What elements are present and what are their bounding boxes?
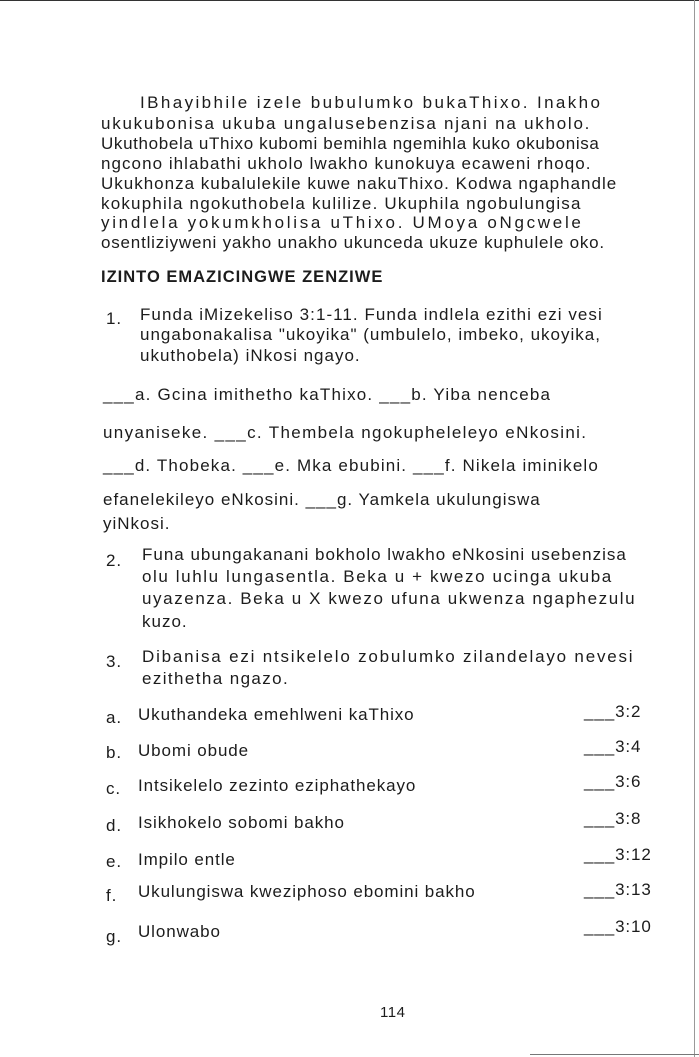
q2-line-1: Funa ubungakanani bokholo lwakho eNkosini usebenzisa xyxy=(142,545,627,564)
match-item-letter: f. xyxy=(106,886,118,905)
q1-choices-line-5: yiNkosi. xyxy=(103,514,171,533)
q1-line-3: ukuthobela) iNkosi ngayo. xyxy=(140,346,361,365)
question-3-number: 3. xyxy=(106,652,122,671)
match-item-verse: ___3:13 xyxy=(584,880,652,899)
intro-line-5: Ukukhonza kubalulekile kuwe nakuThixo. Kodwa ngaphandle xyxy=(101,174,618,193)
match-item-letter: a. xyxy=(106,708,122,727)
intro-line-7: yindlela yokumkholisa uThixo. UMoya oNgcwele xyxy=(101,213,584,232)
q2-line-4: kuzo. xyxy=(142,612,188,631)
intro-line-3: Ukuthobela uThixo kubomi bemihla ngemihla kuko okubonisa xyxy=(101,134,600,153)
q3-line-1: Dibanisa ezi ntsikelelo zobulumko zilandelayo nevesi xyxy=(142,647,635,666)
q2-line-3: uyazenza. Beka u X kwezo ufuna ukwenza ngaphezulu xyxy=(142,589,637,608)
bottom-border-line xyxy=(530,1054,699,1055)
intro-line-8: osentliziyweni yakho unakho ukunceda ukuze kuphulele oko. xyxy=(101,233,605,252)
q2-line-2: olu luhlu lungasentla. Beka u + kwezo ucinga ukuba xyxy=(142,567,613,586)
question-1-number: 1. xyxy=(106,309,122,328)
right-page-edge xyxy=(694,0,695,1057)
match-item-letter: e. xyxy=(106,852,122,871)
match-item-text: Ubomi obude xyxy=(138,741,250,760)
intro-line-6: kokuphila ngokuthobela kulilize. Ukuphila ngobulungisa xyxy=(101,194,582,213)
match-item-verse: ___3:12 xyxy=(584,845,652,864)
q1-choices-line-2: unyaniseke. ___c. Thembela ngokupheleleyo eNkosini. xyxy=(103,423,588,442)
match-item-verse: ___3:8 xyxy=(584,809,642,828)
q1-choices-line-3: ___d. Thobeka. ___e. Mka ebubini. ___f. Nikela iminikelo xyxy=(103,456,599,475)
intro-line-2: ukukubonisa ukuba ungalusebenzisa njani na ukholo. xyxy=(101,114,592,133)
q3-line-2: ezithetha ngazo. xyxy=(142,669,290,688)
q1-choices-line-1: ___a. Gcina imithetho kaThixo. ___b. Yiba nenceba xyxy=(103,385,552,404)
match-item-text: Intsikelelo zezinto eziphathekayo xyxy=(138,776,417,795)
match-item-verse: ___3:4 xyxy=(584,737,642,756)
match-item-verse: ___3:2 xyxy=(584,702,642,721)
match-item-text: Isikhokelo sobomi bakho xyxy=(138,813,345,832)
match-item-text: Ulonwabo xyxy=(138,922,221,941)
q1-line-1: Funda iMizekeliso 3:1-11. Funda indlela ezithi ezi vesi xyxy=(140,305,603,324)
match-item-text: Ukulungiswa kweziphoso ebomini bakho xyxy=(138,882,476,901)
match-item-text: Impilo entle xyxy=(138,850,236,869)
q1-choices-line-4: efanelekileyo eNkosini. ___g. Yamkela ukulungiswa xyxy=(103,490,541,509)
intro-line-1: IBhayibhile izele bubulumko bukaThixo. Inakho xyxy=(140,93,603,112)
intro-line-4: ngcono ihlabathi ukholo lwakho kunokuya ecaweni rhoqo. xyxy=(101,154,592,173)
match-item-letter: d. xyxy=(106,816,122,835)
page-number: 114 xyxy=(380,1004,406,1021)
q1-line-2: ungabonakalisa "ukoyika" (umbulelo, imbeko, ukoyika, xyxy=(140,325,601,344)
match-item-verse: ___3:10 xyxy=(584,917,652,936)
match-item-letter: g. xyxy=(106,927,122,946)
match-item-letter: b. xyxy=(106,743,122,762)
question-2-number: 2. xyxy=(106,551,122,570)
top-border-line xyxy=(0,0,699,1)
section-title: IZINTO EMAZICINGWE ZENZIWE xyxy=(101,268,384,286)
match-item-verse: ___3:6 xyxy=(584,772,642,791)
match-item-letter: c. xyxy=(106,779,122,798)
match-item-text: Ukuthandeka emehlweni kaThixo xyxy=(138,705,415,724)
